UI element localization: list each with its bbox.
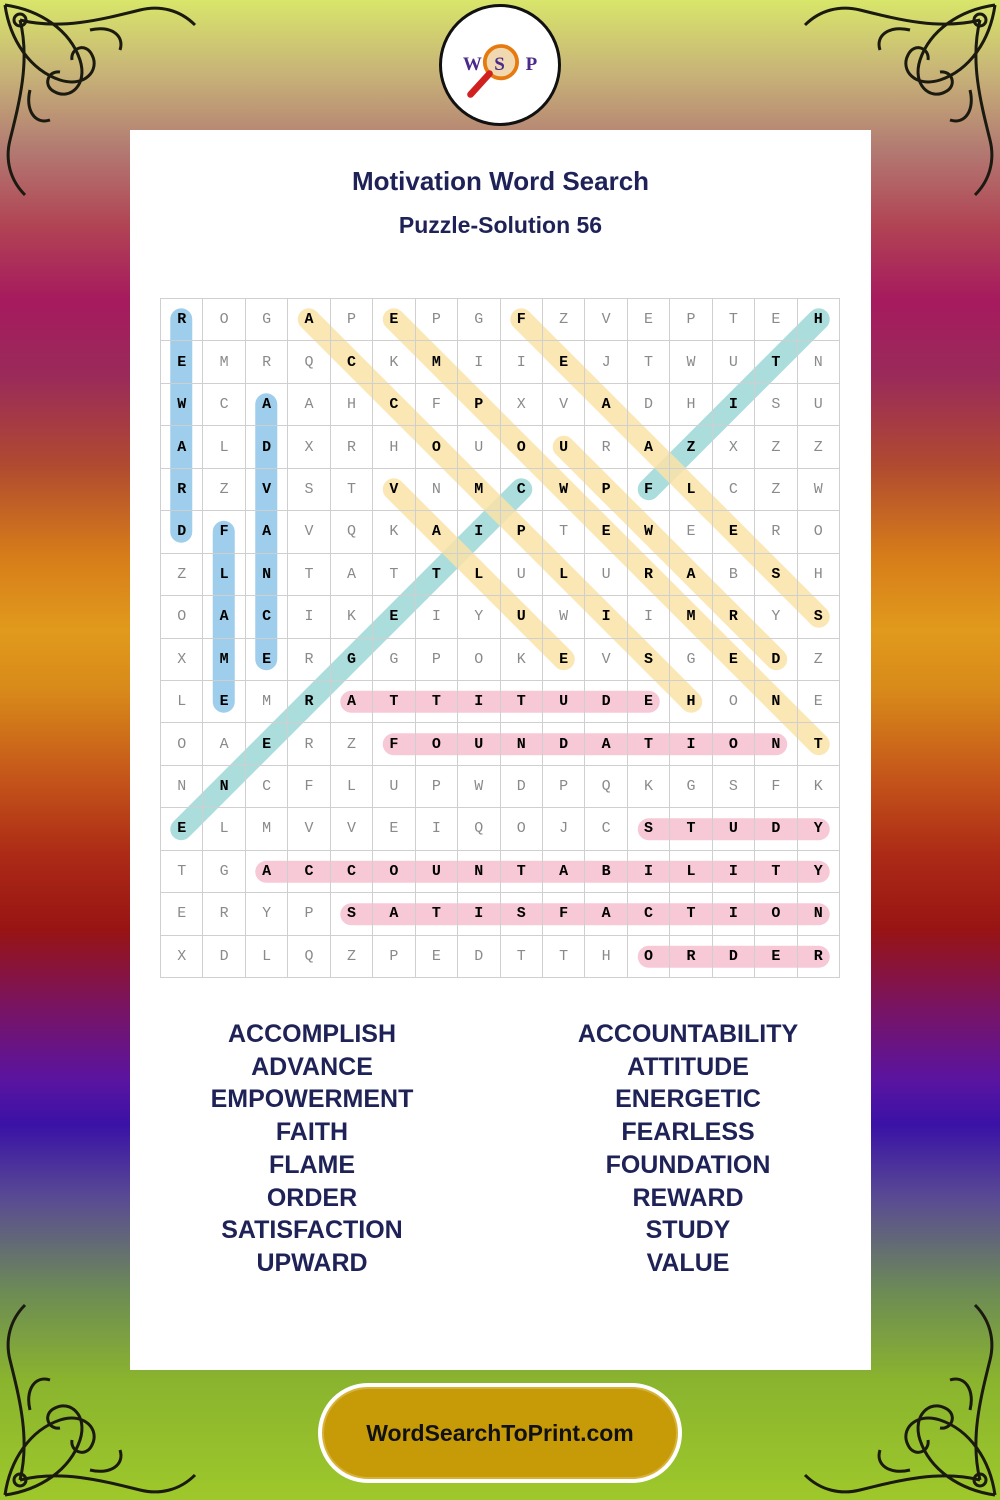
grid-cell[interactable]: A xyxy=(203,596,245,638)
grid-cell[interactable]: A xyxy=(628,426,670,468)
grid-cell[interactable]: V xyxy=(585,299,627,341)
grid-cell[interactable]: O xyxy=(416,723,458,765)
grid-cell[interactable]: O xyxy=(458,639,500,681)
grid-cell[interactable]: K xyxy=(501,639,543,681)
grid-cell[interactable]: O xyxy=(501,808,543,850)
grid-cell[interactable]: H xyxy=(670,681,712,723)
grid-cell[interactable]: S xyxy=(331,893,373,935)
grid-cell[interactable]: E xyxy=(373,299,415,341)
grid-cell[interactable]: R xyxy=(288,681,330,723)
grid-cell[interactable]: P xyxy=(543,766,585,808)
grid-cell[interactable]: A xyxy=(585,384,627,426)
grid-cell[interactable]: I xyxy=(416,596,458,638)
grid-cell[interactable]: N xyxy=(458,851,500,893)
grid-cell[interactable]: M xyxy=(458,469,500,511)
grid-cell[interactable]: T xyxy=(798,723,840,765)
word-item: ENERGETIC xyxy=(615,1085,761,1114)
grid-cell[interactable]: R xyxy=(161,299,203,341)
grid-cell[interactable]: A xyxy=(203,723,245,765)
grid-cell[interactable]: J xyxy=(585,341,627,383)
grid-cell[interactable]: L xyxy=(203,426,245,468)
grid-cell[interactable]: Q xyxy=(585,766,627,808)
grid-cell[interactable]: W xyxy=(543,596,585,638)
grid-cell[interactable]: U xyxy=(713,808,755,850)
grid-cell[interactable]: T xyxy=(161,851,203,893)
grid-cell[interactable]: A xyxy=(288,299,330,341)
grid-cell[interactable]: C xyxy=(203,384,245,426)
grid-cell[interactable]: Q xyxy=(458,808,500,850)
grid-cell[interactable]: G xyxy=(331,639,373,681)
grid-cell[interactable]: O xyxy=(203,299,245,341)
letter-grid xyxy=(160,298,840,978)
grid-cell[interactable]: E xyxy=(755,936,797,978)
grid-cell[interactable]: M xyxy=(246,681,288,723)
grid-cell[interactable]: D xyxy=(161,511,203,553)
grid-cell[interactable]: R xyxy=(161,469,203,511)
grid-cell[interactable]: S xyxy=(288,469,330,511)
grid-cell[interactable]: I xyxy=(670,723,712,765)
grid-cell[interactable]: R xyxy=(713,596,755,638)
word-search-grid xyxy=(160,298,840,978)
grid-cell[interactable]: U xyxy=(713,341,755,383)
grid-cell[interactable]: M xyxy=(203,341,245,383)
grid-cell[interactable]: G xyxy=(670,766,712,808)
grid-cell[interactable]: N xyxy=(798,341,840,383)
grid-cell[interactable]: O xyxy=(416,426,458,468)
word-item: ORDER xyxy=(266,1183,358,1212)
grid-cell[interactable]: S xyxy=(628,808,670,850)
grid-cell[interactable]: Y xyxy=(246,893,288,935)
grid-cell[interactable]: Y xyxy=(458,596,500,638)
grid-cell[interactable]: I xyxy=(288,596,330,638)
grid-cell[interactable]: Z xyxy=(755,426,797,468)
grid-cell[interactable]: I xyxy=(458,511,500,553)
grid-cell[interactable]: A xyxy=(288,384,330,426)
grid-cell[interactable]: M xyxy=(416,341,458,383)
grid-cell[interactable]: I xyxy=(628,596,670,638)
grid-cell[interactable]: E xyxy=(161,808,203,850)
grid-cell[interactable]: E xyxy=(416,936,458,978)
grid-cell[interactable]: Z xyxy=(798,639,840,681)
grid-cell[interactable]: L xyxy=(458,554,500,596)
grid-cell[interactable]: D xyxy=(585,681,627,723)
grid-cell[interactable]: U xyxy=(373,766,415,808)
grid-cell[interactable]: O xyxy=(501,426,543,468)
grid-cell[interactable]: E xyxy=(161,893,203,935)
grid-cell[interactable]: Z xyxy=(755,469,797,511)
grid-cell[interactable]: T xyxy=(416,681,458,723)
grid-cell[interactable]: E xyxy=(628,681,670,723)
grid-cell[interactable]: F xyxy=(755,766,797,808)
grid-cell[interactable]: C xyxy=(288,851,330,893)
grid-cell[interactable]: T xyxy=(416,893,458,935)
grid-cell[interactable]: L xyxy=(203,808,245,850)
grid-cell[interactable]: L xyxy=(543,554,585,596)
grid-cell[interactable]: A xyxy=(246,511,288,553)
grid-cell[interactable]: K xyxy=(628,766,670,808)
grid-cell[interactable]: R xyxy=(628,554,670,596)
grid-cell[interactable]: C xyxy=(331,851,373,893)
grid-cell[interactable]: F xyxy=(628,469,670,511)
grid-cell[interactable]: P xyxy=(458,384,500,426)
word-item: ATTITUDE xyxy=(627,1052,749,1081)
grid-cell[interactable]: U xyxy=(458,723,500,765)
word-list-right xyxy=(523,1018,853,1280)
grid-cell[interactable]: V xyxy=(585,639,627,681)
grid-cell[interactable]: E xyxy=(373,808,415,850)
word-item: EMPOWERMENT xyxy=(210,1085,414,1114)
grid-cell[interactable]: A xyxy=(585,723,627,765)
grid-cell[interactable]: U xyxy=(798,384,840,426)
grid-cell[interactable]: O xyxy=(798,511,840,553)
grid-cell[interactable]: V xyxy=(288,511,330,553)
grid-cell[interactable]: T xyxy=(501,936,543,978)
grid-cell[interactable]: T xyxy=(543,936,585,978)
grid-cell[interactable]: E xyxy=(543,639,585,681)
grid-cell[interactable]: A xyxy=(670,554,712,596)
grid-cell[interactable]: V xyxy=(543,384,585,426)
grid-cell[interactable]: S xyxy=(713,766,755,808)
grid-cell[interactable]: I xyxy=(458,681,500,723)
grid-cell[interactable]: A xyxy=(161,426,203,468)
grid-cell[interactable]: L xyxy=(331,766,373,808)
grid-cell[interactable]: R xyxy=(203,893,245,935)
grid-cell[interactable]: X xyxy=(501,384,543,426)
grid-cell[interactable]: P xyxy=(288,893,330,935)
grid-cell[interactable]: S xyxy=(755,554,797,596)
grid-cell[interactable]: C xyxy=(713,469,755,511)
grid-cell[interactable]: O xyxy=(373,851,415,893)
grid-cell[interactable]: U xyxy=(543,681,585,723)
grid-cell[interactable]: I xyxy=(585,596,627,638)
grid-cell[interactable]: G xyxy=(203,851,245,893)
grid-cell[interactable]: N xyxy=(203,766,245,808)
grid-cell[interactable]: T xyxy=(670,808,712,850)
grid-cell[interactable]: S xyxy=(628,639,670,681)
grid-cell[interactable]: T xyxy=(670,893,712,935)
grid-cell[interactable]: R xyxy=(585,426,627,468)
grid-cell[interactable]: S xyxy=(798,596,840,638)
grid-cell[interactable]: W xyxy=(670,341,712,383)
grid-cell[interactable]: R xyxy=(288,723,330,765)
grid-cell[interactable]: W xyxy=(543,469,585,511)
word-item: FEARLESS xyxy=(621,1118,755,1147)
grid-cell[interactable]: D xyxy=(755,639,797,681)
grid-cell[interactable]: H xyxy=(585,936,627,978)
grid-cell[interactable]: A xyxy=(246,384,288,426)
grid-cell[interactable]: O xyxy=(713,723,755,765)
grid-cell[interactable]: C xyxy=(628,893,670,935)
site-link-label: WordSearchToPrint.com xyxy=(366,1419,634,1446)
grid-cell[interactable]: I xyxy=(416,808,458,850)
grid-cell[interactable]: D xyxy=(628,384,670,426)
grid-cell[interactable]: S xyxy=(501,893,543,935)
grid-cell[interactable]: D xyxy=(246,426,288,468)
word-item: FOUNDATION xyxy=(605,1150,771,1179)
grid-cell[interactable]: Y xyxy=(798,851,840,893)
grid-cell[interactable]: G xyxy=(373,639,415,681)
grid-cell[interactable]: D xyxy=(713,936,755,978)
grid-cell[interactable]: M xyxy=(670,596,712,638)
grid-cell[interactable]: E xyxy=(755,299,797,341)
grid-cell[interactable]: T xyxy=(501,851,543,893)
grid-cell[interactable]: W xyxy=(161,384,203,426)
grid-cell[interactable]: E xyxy=(246,723,288,765)
grid-cell[interactable]: F xyxy=(543,893,585,935)
grid-cell[interactable]: C xyxy=(246,766,288,808)
grid-cell[interactable]: U xyxy=(501,554,543,596)
grid-cell[interactable]: I xyxy=(628,851,670,893)
grid-cell[interactable]: T xyxy=(331,469,373,511)
grid-cell[interactable]: H xyxy=(670,384,712,426)
grid-cell[interactable]: E xyxy=(670,511,712,553)
grid-cell[interactable]: D xyxy=(755,808,797,850)
grid-cell[interactable]: H xyxy=(798,299,840,341)
grid-cell[interactable]: Y xyxy=(798,808,840,850)
grid-cell[interactable]: O xyxy=(713,681,755,723)
grid-cell[interactable]: E xyxy=(585,511,627,553)
word-item: FAITH xyxy=(275,1118,349,1147)
grid-cell[interactable]: P xyxy=(501,511,543,553)
grid-cell[interactable]: H xyxy=(373,426,415,468)
grid-cell[interactable]: R xyxy=(755,511,797,553)
grid-cell[interactable]: N xyxy=(416,469,458,511)
puzzle-card xyxy=(130,130,871,1370)
grid-cell[interactable]: E xyxy=(713,639,755,681)
grid-cell[interactable]: I xyxy=(713,851,755,893)
grid-cell[interactable]: P xyxy=(416,299,458,341)
grid-cell[interactable]: N xyxy=(501,723,543,765)
grid-cell[interactable]: N xyxy=(246,554,288,596)
grid-cell[interactable]: E xyxy=(203,681,245,723)
grid-cell[interactable]: P xyxy=(585,469,627,511)
grid-cell[interactable]: I xyxy=(501,341,543,383)
grid-cell[interactable]: Z xyxy=(670,426,712,468)
grid-cell[interactable]: O xyxy=(628,936,670,978)
grid-cell[interactable]: U xyxy=(585,554,627,596)
grid-cell[interactable]: W xyxy=(798,469,840,511)
grid-cell[interactable]: W xyxy=(458,766,500,808)
grid-cell[interactable]: D xyxy=(203,936,245,978)
grid-cell[interactable]: G xyxy=(670,639,712,681)
grid-cell[interactable]: N xyxy=(755,681,797,723)
grid-cell[interactable]: E xyxy=(798,681,840,723)
grid-cell[interactable]: A xyxy=(373,893,415,935)
word-list-left xyxy=(147,1018,477,1280)
grid-cell[interactable]: P xyxy=(373,936,415,978)
grid-cell[interactable]: T xyxy=(543,511,585,553)
grid-cell[interactable]: I xyxy=(713,384,755,426)
grid-cell[interactable]: L xyxy=(670,851,712,893)
grid-cell[interactable]: M xyxy=(246,808,288,850)
grid-cell[interactable]: O xyxy=(161,596,203,638)
word-item: VALUE xyxy=(646,1248,730,1277)
grid-cell[interactable]: R xyxy=(331,426,373,468)
grid-cell[interactable]: T xyxy=(501,681,543,723)
grid-cell[interactable]: C xyxy=(331,341,373,383)
logo-letter-w: W xyxy=(462,53,482,75)
grid-cell[interactable]: U xyxy=(543,426,585,468)
grid-cell[interactable]: H xyxy=(331,384,373,426)
grid-cell[interactable]: P xyxy=(670,299,712,341)
grid-cell[interactable]: P xyxy=(416,766,458,808)
grid-cell[interactable]: D xyxy=(458,936,500,978)
grid-cell[interactable]: I xyxy=(458,341,500,383)
site-link-button[interactable] xyxy=(318,1383,682,1483)
grid-cell[interactable]: L xyxy=(161,681,203,723)
grid-cell[interactable]: U xyxy=(458,426,500,468)
grid-cell[interactable]: Z xyxy=(543,299,585,341)
word-item: REWARD xyxy=(632,1183,744,1212)
grid-cell[interactable]: R xyxy=(670,936,712,978)
grid-cell[interactable]: T xyxy=(373,681,415,723)
grid-cell[interactable]: Q xyxy=(288,341,330,383)
logo-letter-p: P xyxy=(525,53,538,75)
grid-cell[interactable]: E xyxy=(246,639,288,681)
grid-cell[interactable]: N xyxy=(798,893,840,935)
grid-cell[interactable]: A xyxy=(585,893,627,935)
grid-cell[interactable]: L xyxy=(246,936,288,978)
grid-cell[interactable]: T xyxy=(755,341,797,383)
grid-cell[interactable]: Z xyxy=(203,469,245,511)
grid-cell[interactable]: V xyxy=(288,808,330,850)
grid-cell[interactable]: A xyxy=(543,851,585,893)
grid-cell[interactable]: M xyxy=(203,639,245,681)
grid-cell[interactable]: Q xyxy=(331,511,373,553)
grid-cell[interactable]: U xyxy=(501,596,543,638)
grid-cell[interactable]: I xyxy=(458,893,500,935)
grid-cell[interactable]: V xyxy=(373,469,415,511)
grid-cell[interactable]: Y xyxy=(755,596,797,638)
word-item: STUDY xyxy=(645,1216,731,1245)
grid-cell[interactable]: Z xyxy=(331,936,373,978)
grid-cell[interactable]: N xyxy=(161,766,203,808)
grid-cell[interactable]: J xyxy=(543,808,585,850)
grid-cell[interactable]: T xyxy=(288,554,330,596)
grid-cell[interactable]: R xyxy=(288,639,330,681)
grid-cell[interactable]: A xyxy=(416,511,458,553)
grid-cell[interactable]: O xyxy=(161,723,203,765)
grid-cell[interactable]: C xyxy=(373,384,415,426)
grid-cell[interactable]: Q xyxy=(288,936,330,978)
grid-cell[interactable]: R xyxy=(246,341,288,383)
grid-cell[interactable]: C xyxy=(501,469,543,511)
grid-cell[interactable]: K xyxy=(798,766,840,808)
grid-cell[interactable]: W xyxy=(628,511,670,553)
grid-cell[interactable]: Z xyxy=(331,723,373,765)
wsp-logo[interactable] xyxy=(439,4,561,126)
grid-cell[interactable]: E xyxy=(713,511,755,553)
grid-cell[interactable]: N xyxy=(755,723,797,765)
grid-cell[interactable]: F xyxy=(416,384,458,426)
word-item: ACCOUNTABILITY xyxy=(577,1020,799,1048)
grid-cell[interactable]: G xyxy=(246,299,288,341)
grid-cell[interactable]: F xyxy=(203,511,245,553)
grid-cell[interactable]: D xyxy=(501,766,543,808)
grid-cell[interactable]: R xyxy=(798,936,840,978)
grid-cell[interactable]: H xyxy=(798,554,840,596)
grid-cell[interactable]: A xyxy=(331,554,373,596)
grid-cell[interactable]: T xyxy=(416,554,458,596)
grid-cell[interactable]: I xyxy=(713,893,755,935)
grid-cell[interactable]: F xyxy=(288,766,330,808)
grid-cell[interactable]: B xyxy=(585,851,627,893)
word-item: UPWARD xyxy=(256,1248,368,1277)
grid-cell[interactable]: T xyxy=(628,723,670,765)
grid-cell[interactable]: S xyxy=(755,384,797,426)
grid-cell[interactable]: E xyxy=(628,299,670,341)
logo-letter-s: S xyxy=(494,53,505,75)
word-item: ACCOMPLISH xyxy=(227,1020,397,1048)
grid-cell[interactable]: K xyxy=(373,511,415,553)
grid-cell[interactable]: U xyxy=(416,851,458,893)
grid-cell[interactable]: Z xyxy=(798,426,840,468)
grid-cell[interactable]: P xyxy=(416,639,458,681)
grid-cell[interactable]: X xyxy=(713,426,755,468)
page-subtitle: Puzzle-Solution 56 xyxy=(398,212,603,238)
grid-cell[interactable]: F xyxy=(501,299,543,341)
word-item: ADVANCE xyxy=(251,1052,373,1081)
grid-cell[interactable]: E xyxy=(161,341,203,383)
grid-cell[interactable]: X xyxy=(161,936,203,978)
grid-cell[interactable]: D xyxy=(543,723,585,765)
grid-cell[interactable]: F xyxy=(373,723,415,765)
grid-cell[interactable]: A xyxy=(331,681,373,723)
grid-cell[interactable]: V xyxy=(246,469,288,511)
grid-cell[interactable]: E xyxy=(543,341,585,383)
grid-cell[interactable]: T xyxy=(755,851,797,893)
word-item: FLAME xyxy=(268,1150,356,1179)
grid-cell[interactable]: O xyxy=(755,893,797,935)
grid-cell[interactable]: P xyxy=(331,299,373,341)
grid-cell[interactable]: K xyxy=(373,341,415,383)
grid-cell[interactable]: T xyxy=(373,554,415,596)
grid-cell[interactable]: V xyxy=(331,808,373,850)
grid-cell[interactable]: T xyxy=(713,299,755,341)
grid-cell[interactable]: C xyxy=(246,596,288,638)
grid-cell[interactable]: C xyxy=(585,808,627,850)
word-item: SATISFACTION xyxy=(221,1216,403,1245)
grid-cell[interactable]: Z xyxy=(161,554,203,596)
grid-cell[interactable]: X xyxy=(161,639,203,681)
grid-cell[interactable]: G xyxy=(458,299,500,341)
grid-cell[interactable]: L xyxy=(203,554,245,596)
grid-cell[interactable]: K xyxy=(331,596,373,638)
grid-cell[interactable]: T xyxy=(628,341,670,383)
grid-cell[interactable]: B xyxy=(713,554,755,596)
grid-cell[interactable]: X xyxy=(288,426,330,468)
grid-cell[interactable]: A xyxy=(246,851,288,893)
grid-cell[interactable]: E xyxy=(373,596,415,638)
page-title: Motivation Word Search xyxy=(351,166,650,196)
grid-cell[interactable]: L xyxy=(670,469,712,511)
